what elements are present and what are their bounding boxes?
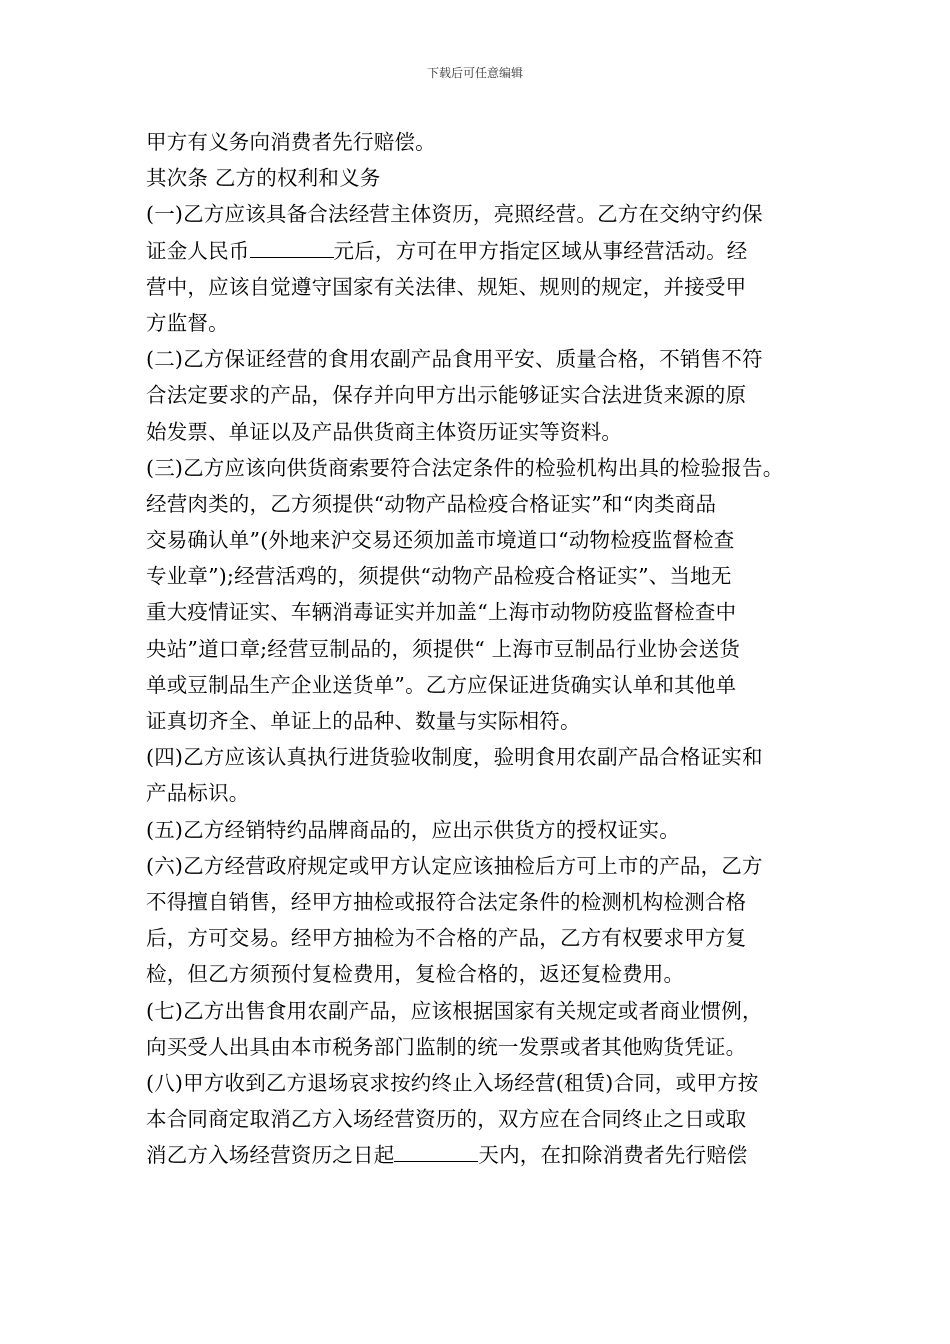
text-line: (三)乙方应该向供货商索要符合法定条件的检验机构出具的检验报告。: [146, 455, 784, 480]
text-line: 单或豆制品生产企业送货单”。乙方应保证进货确实认单和其他单: [146, 672, 737, 697]
text-segment: 证金人民币: [146, 238, 250, 263]
text-line: (一)乙方应该具备合法经营主体资历，亮照经营。乙方在交纳守约保: [146, 202, 763, 227]
text-segment: 元后，方可在甲方指定区域从事经营活动。经: [333, 238, 748, 263]
text-line: 甲方有义务向消费者先行赔偿。: [146, 130, 436, 154]
deposit-amount-blank: [250, 236, 334, 258]
contract-body: [146, 124, 806, 1173]
text-segment: 天内，在扣除消费者先行赔偿: [478, 1143, 748, 1168]
text-line: (四)乙方应该认真执行进货验收制度，验明食用农副产品合格证实和: [146, 745, 763, 770]
text-line: 方监督。: [146, 310, 229, 335]
text-line: 专业章”);经营活鸡的，须提供“动物产品检疫合格证实”、当地无: [146, 564, 732, 589]
text-line: (七)乙方出售食用农副产品，应该根据国家有关规定或者商业惯例，: [146, 998, 763, 1023]
text-line: 后，方可交易。经甲方抽检为不合格的产品，乙方有权要求甲方复: [146, 926, 747, 951]
text-line: 本合同商定取消乙方入场经营资历的，双方应在合同终止之日或取: [146, 1107, 747, 1132]
text-line: 检，但乙方须预付复检费用，复检合格的，返还复检费用。: [146, 962, 685, 987]
text-line: (二)乙方保证经营的食用农副产品食用平安、质量合格，不销售不符: [146, 347, 763, 372]
days-blank: [394, 1140, 478, 1162]
section-heading: 其次条 乙方的权利和义务: [146, 166, 381, 191]
text-line: 重大疫情证实、车辆消毒证实并加盖“上海市动物防疫监督检查中: [146, 600, 737, 625]
text-line: (八)甲方收到乙方退场哀求按约终止入场经营(租赁)合同，或甲方按: [146, 1070, 759, 1095]
text-line: 始发票、单证以及产品供货商主体资历证实等资料。: [146, 419, 623, 444]
text-line: (六)乙方经营政府规定或甲方认定应该抽检后方可上市的产品，乙方: [146, 853, 763, 878]
text-line: (五)乙方经销特约品牌商品的，应出示供货方的授权证实。: [146, 817, 680, 842]
text-line: 不得擅自销售，经甲方抽检或报符合法定条件的检测机构检测合格: [146, 889, 747, 914]
text-line: 证真切齐全、单证上的品种、数量与实际相符。: [146, 709, 581, 733]
text-line: 营中，应该自觉遵守国家有关法律、规矩、规则的规定，并接受甲: [146, 274, 747, 299]
text-line: 央站”道口章;经营豆制品的，须提供“ 上海市豆制品行业协会送货: [146, 636, 741, 661]
text-line: 交易确认单”(外地来沪交易还须加盖市境道口“动物检疫监督检查: [146, 528, 735, 553]
text-line: 向买受人出具由本市税务部门监制的统一发票或者其他购货凭证。: [146, 1034, 747, 1059]
text-line: [146, 233, 806, 269]
page-header: 下载后可任意编辑: [426, 66, 523, 80]
text-line: [146, 1137, 806, 1173]
text-line: 产品标识。: [146, 781, 250, 806]
text-line: 经营肉类的，乙方须提供“动物产品检疫合格证实”和“肉类商品: [146, 491, 717, 516]
text-line: 合法定要求的产品，保存并向甲方出示能够证实合法进货来源的原: [146, 383, 747, 408]
text-segment: 消乙方入场经营资历之日起: [146, 1143, 395, 1168]
